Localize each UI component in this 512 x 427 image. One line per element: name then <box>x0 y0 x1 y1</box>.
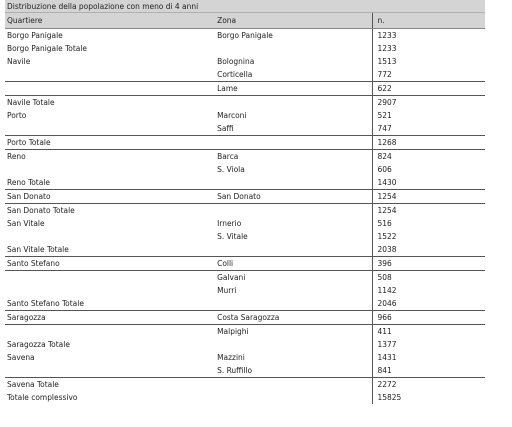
quartiere-cell: Borgo Panigale <box>7 30 63 40</box>
table-row <box>5 81 485 95</box>
zona-cell: Barca <box>215 150 373 163</box>
zona-cell <box>215 378 373 391</box>
quartiere-cell <box>5 364 215 377</box>
count-cell: 1513 <box>377 56 397 66</box>
header-zona: Zona <box>215 13 373 28</box>
zona-cell: Marconi <box>215 109 373 122</box>
quartiere-cell: Navile Totale <box>7 97 55 107</box>
quartiere-cell: Navile <box>7 56 31 66</box>
quartiere-cell: Santo Stefano Totale <box>7 298 84 308</box>
count-cell: 1430 <box>377 177 397 187</box>
count-cell: 2038 <box>377 244 397 254</box>
zona-cell: Saffi <box>215 122 373 135</box>
zona-cell <box>215 176 373 189</box>
header-quartiere: Quartiere <box>7 15 43 25</box>
quartiere-cell: Reno <box>7 151 26 161</box>
zona-cell <box>215 338 373 351</box>
zona-cell <box>215 297 373 310</box>
quartiere-cell: San Vitale Totale <box>7 244 69 254</box>
zona-cell <box>215 391 373 404</box>
zona-cell: Lame <box>215 82 373 95</box>
table-row <box>5 391 485 404</box>
zona-cell: Bolognina <box>215 55 373 68</box>
table-row <box>5 256 485 270</box>
table-row <box>5 122 485 135</box>
table-row <box>5 217 485 230</box>
zona-cell <box>215 243 373 256</box>
quartiere-cell: Totale complessivo <box>7 392 78 402</box>
table-row <box>5 243 485 256</box>
zona-cell: Galvani <box>215 271 373 284</box>
count-cell: 1254 <box>377 205 397 215</box>
count-cell: 411 <box>377 326 392 336</box>
zona-cell: San Donato <box>215 190 373 203</box>
quartiere-cell: Santo Stefano <box>7 258 60 268</box>
quartiere-cell: Savena <box>7 352 35 362</box>
quartiere-cell <box>5 284 215 297</box>
zona-cell: S. Ruffillo <box>215 364 373 377</box>
count-cell: 1268 <box>377 137 397 147</box>
table-row <box>5 377 485 391</box>
count-cell: 824 <box>377 151 392 161</box>
zona-cell: Murri <box>215 284 373 297</box>
quartiere-cell <box>5 68 215 81</box>
count-cell: 2907 <box>377 97 397 107</box>
zona-cell: S. Viola <box>215 163 373 176</box>
count-cell: 1233 <box>377 43 397 53</box>
table-row <box>5 176 485 189</box>
count-cell: 1142 <box>377 285 397 295</box>
count-cell: 1377 <box>377 339 397 349</box>
zona-cell <box>215 204 373 217</box>
zona-cell <box>215 42 373 55</box>
count-cell: 966 <box>377 312 392 322</box>
count-cell: 1522 <box>377 231 397 241</box>
quartiere-cell <box>5 122 215 135</box>
table-row <box>5 310 485 324</box>
table-row <box>5 189 485 203</box>
table-row <box>5 351 485 364</box>
table-row <box>5 29 485 42</box>
zona-cell: Colli <box>215 257 373 270</box>
quartiere-cell <box>5 163 215 176</box>
header-n: n. <box>377 15 385 25</box>
table-row <box>5 297 485 310</box>
table-row <box>5 149 485 163</box>
table-row <box>5 163 485 176</box>
table-row <box>5 109 485 122</box>
count-cell: 1254 <box>377 191 397 201</box>
table-row <box>5 68 485 81</box>
table-row <box>5 203 485 217</box>
table-row <box>5 284 485 297</box>
table-row <box>5 42 485 55</box>
count-cell: 2272 <box>377 379 397 389</box>
table-row <box>5 95 485 109</box>
quartiere-cell: Saragozza Totale <box>7 339 70 349</box>
table-row <box>5 270 485 284</box>
count-cell: 622 <box>377 83 392 93</box>
quartiere-cell: San Donato <box>7 191 51 201</box>
count-cell: 772 <box>377 69 392 79</box>
quartiere-cell <box>5 271 215 284</box>
table-body <box>5 29 485 404</box>
count-cell: 521 <box>377 110 392 120</box>
quartiere-cell <box>5 230 215 243</box>
quartiere-cell: San Donato Totale <box>7 205 75 215</box>
table-row <box>5 324 485 338</box>
zona-cell <box>215 96 373 109</box>
table-header-row <box>5 12 485 29</box>
zona-cell: Mazzini <box>215 351 373 364</box>
count-cell: 2046 <box>377 298 397 308</box>
table-row <box>5 230 485 243</box>
table-row <box>5 55 485 68</box>
quartiere-cell: Porto <box>7 110 27 120</box>
quartiere-cell: San Vitale <box>7 218 45 228</box>
count-cell: 396 <box>377 258 392 268</box>
quartiere-cell: Saragozza <box>7 312 46 322</box>
zona-cell: S. Vitale <box>215 230 373 243</box>
zona-cell: Borgo Panigale <box>215 29 373 42</box>
quartiere-cell <box>5 82 215 95</box>
count-cell: 15825 <box>377 392 402 402</box>
zona-cell: Costa Saragozza <box>215 311 373 324</box>
zona-cell: Malpighi <box>215 325 373 338</box>
zona-cell <box>215 136 373 149</box>
table-row <box>5 135 485 149</box>
quartiere-cell: Savena Totale <box>7 379 59 389</box>
count-cell: 747 <box>377 123 392 133</box>
count-cell: 841 <box>377 365 392 375</box>
population-table <box>5 0 485 404</box>
quartiere-cell <box>5 325 215 338</box>
quartiere-cell: Reno Totale <box>7 177 50 187</box>
count-cell: 1431 <box>377 352 397 362</box>
zona-cell: Irnerio <box>215 217 373 230</box>
count-cell: 516 <box>377 218 392 228</box>
table-row <box>5 364 485 377</box>
quartiere-cell: Borgo Panigale Totale <box>7 43 88 53</box>
count-cell: 606 <box>377 164 392 174</box>
table-row <box>5 338 485 351</box>
table-title: Distribuzione della popolazione con meno di 4 anni <box>5 0 485 12</box>
count-cell: 508 <box>377 272 392 282</box>
quartiere-cell: Porto Totale <box>7 137 51 147</box>
count-cell: 1233 <box>377 30 397 40</box>
zona-cell: Corticella <box>215 68 373 81</box>
